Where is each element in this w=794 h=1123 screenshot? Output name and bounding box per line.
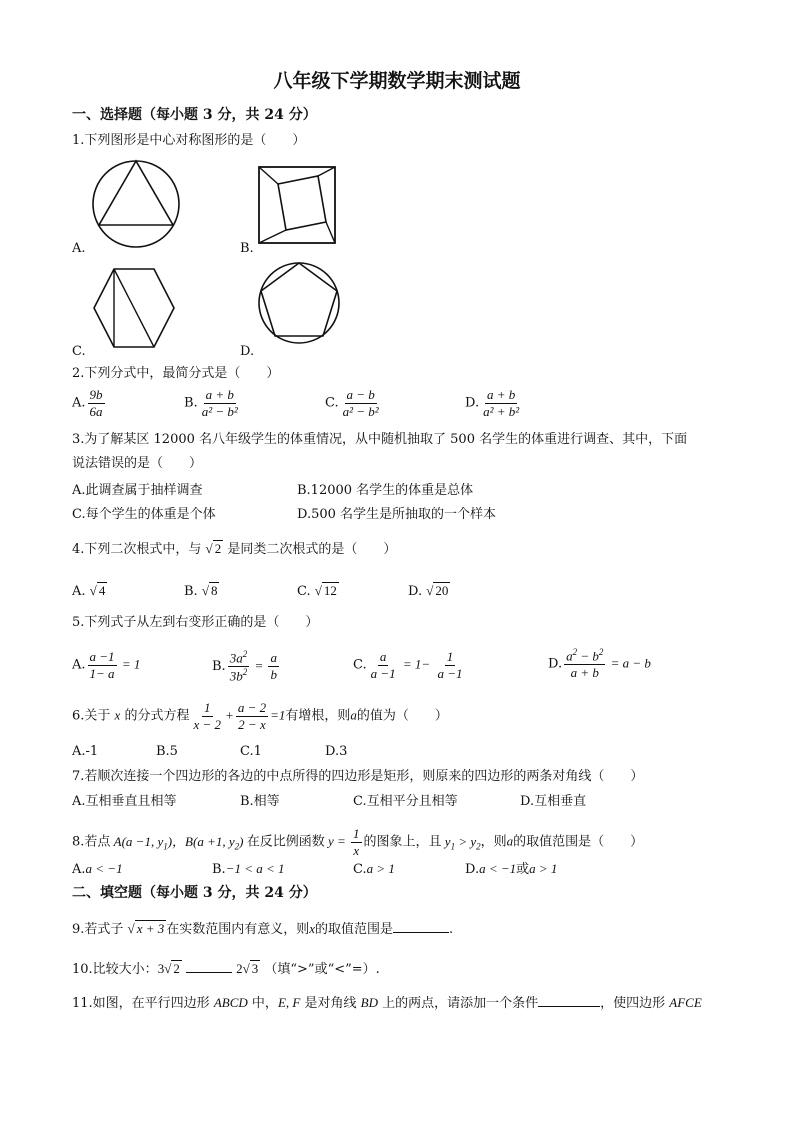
question-10-answer-blank[interactable] [186, 972, 232, 973]
question-6-option-d[interactable]: D.3 [325, 744, 348, 759]
question-1-option-b[interactable]: B. [240, 241, 254, 256]
question-4-option-b[interactable]: B. √ 8 [184, 583, 218, 599]
question-1-option-a[interactable]: A. [72, 241, 86, 256]
question-3-stem-line2: 说法错误的是（ ） [72, 456, 203, 471]
question-8-option-b[interactable]: B.−1 < a < 1 [212, 861, 285, 877]
question-6-option-b[interactable]: B.5 [156, 744, 178, 759]
question-7-option-a[interactable]: A.互相垂直且相等 [72, 794, 177, 809]
question-7-option-c[interactable]: C.互相平分且相等 [353, 794, 458, 809]
section-choice-heading: 一、选择题（每小题 3 分，共 24 分） [72, 107, 317, 123]
question-7-option-b[interactable]: B.相等 [240, 794, 280, 809]
question-6-option-a[interactable]: A.-1 [72, 744, 99, 759]
question-5-option-d[interactable]: D. $\frac{a^2 - b^2}{a + b}$ = a − b [548, 647, 651, 680]
question-6-stem: 6.关于 x 的分式方程 $\frac{1}{x - 2}$ + $\frac{a - 2}{2 - x}$ =1有增根，则a的值为（ ） [72, 700, 448, 732]
question-4-option-d[interactable]: D. √ 20 [408, 583, 449, 599]
question-4-option-c[interactable]: C. √ 12 [297, 583, 337, 599]
question-2-option-b[interactable]: B. $\frac{a + b}{\text{a² − b²}}$ [184, 387, 238, 419]
question-3-option-c[interactable]: C.每个学生的体重是个体 [72, 507, 216, 522]
question-9-answer-blank[interactable] [393, 932, 449, 933]
question-3-stem-line1: 3.为了解某区 12000 名八年级学生的体重情况，从中随机抽取了 500 名学生的体重进行调查、其中，下面 [72, 432, 688, 447]
question-8-option-c[interactable]: C.a > 1 [353, 861, 395, 877]
question-4-option-a[interactable]: A. √ 4 [72, 583, 106, 599]
question-5-stem: 5.下列式子从左到右变形正确的是（ ） [72, 615, 319, 630]
question-1-option-c[interactable]: C. [72, 344, 86, 359]
question-8-option-a[interactable]: A.a < −1 [72, 861, 123, 877]
question-1-option-d[interactable]: D. [240, 344, 255, 359]
figure-circle-pentagon [256, 260, 342, 346]
question-11-stem: 11.如图，在平行四边形 ABCD 中，E, F 是对角线 BD 上的两点，请添加一个条件 ，使四边形 AFCE [72, 995, 702, 1011]
figure-hexagon-diagonals [90, 266, 178, 350]
question-3-option-a[interactable]: A.此调查属于抽样调查 [72, 483, 203, 498]
page-title: 八年级下学期数学期末测试题 [273, 70, 521, 92]
question-2-stem: 2.下列分式中，最简分式是（ ） [72, 366, 280, 381]
question-2-option-c[interactable]: C. $\frac{a - b}{\text{a² − b²}}$ [325, 387, 379, 419]
question-4-stem: 4.下列二次根式中，与 √ 2 是同类二次根式的是（ ） [72, 541, 397, 557]
question-10-stem: 10.比较大小：3√ 2 2√ 3 （填“>”或“<”=）. [72, 961, 380, 977]
question-7-stem: 7.若顺次连接一个四边形的各边的中点所得的四边形是矩形，则原来的四边形的两条对角线（ ） [72, 769, 644, 784]
question-8-stem: 8.若点 A(a −1, $y_1$)，B(a +1, $y_2$) 在反比例函数 y = $\frac{1}{x}$ 的图象上，且 $y_1 > y_2$，则a的取值范围是（ ） [72, 826, 644, 858]
question-1-stem: 1.下列图形是中心对称图形的是（ ） [72, 133, 306, 148]
figure-square-inner-square [256, 164, 338, 246]
section-fill-heading: 二、填空题（每小题 3 分，共 24 分） [72, 885, 317, 901]
question-8-option-d[interactable]: D.a < −1或a > 1 [465, 861, 558, 877]
question-5-option-a[interactable]: A. $\frac{a -1}{1- a}$ = 1 [72, 649, 141, 681]
question-5-option-c[interactable]: C. $\frac{a}{a -1}$ = 1− $\frac{1}{a -1}$ [353, 649, 463, 681]
question-5-option-b[interactable]: B. $\frac{3a^2}{3b^2}$ = $\frac{a}{b}$ [212, 649, 277, 684]
question-11-answer-blank[interactable] [538, 1006, 600, 1007]
question-3-option-b[interactable]: B.12000 名学生的体重是总体 [297, 483, 474, 498]
question-2-option-a[interactable]: A. $\frac{9b}{6a}$ [72, 387, 103, 419]
question-9-stem: 9.若式子 √ x + 3 在实数范围内有意义，则x的取值范围是 . [72, 921, 454, 937]
question-2-option-d[interactable]: D. $\frac{a + b}{\text{a² + b²}}$ [465, 387, 520, 419]
question-3-option-d[interactable]: D.500 名学生是所抽取的一个样本 [297, 507, 497, 522]
figure-circle-triangle [88, 158, 184, 250]
question-6-option-c[interactable]: C.1 [240, 744, 262, 759]
question-7-option-d[interactable]: D.互相垂直 [520, 794, 587, 809]
